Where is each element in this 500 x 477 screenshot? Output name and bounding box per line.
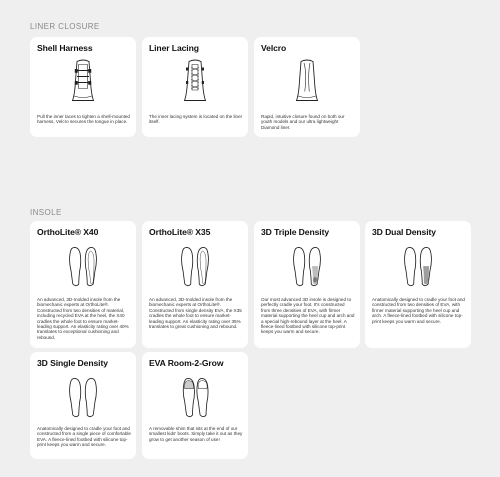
card-description: An advanced, 3D-molded insole from the biomechanic experts at OrthoLite®. Constructed from two densities of material, including recycled EVA at the heel, the X40 cradles the whole foot to ensure market-leading support. An elasticity rating over 40% translates to exceptional cushioning and rebound.	[37, 297, 129, 340]
insole-pair-dual-icon	[401, 245, 435, 289]
insole-pair-triple-icon	[290, 245, 324, 289]
insole-shim-icon	[178, 376, 212, 420]
card-3d-single-density[interactable]	[30, 352, 136, 459]
card-description: The inner lacing system is located on the liner itself.	[149, 114, 243, 125]
card-ortholite-x35[interactable]	[142, 221, 248, 348]
card-description: An advanced, 3D-molded insole from the biomechanic experts at OrthoLite®. Constructed from single density EVA, the X35 cradles the whole foot to ensure market-leading support. An elasticity rating over 35% translates to great cushioning and rebound.	[149, 297, 242, 330]
card-eva-room-2-grow[interactable]	[142, 352, 248, 459]
boot-liner-harness-icon	[68, 57, 98, 105]
insole-pair-icon	[66, 245, 100, 289]
insole-pair-single-icon	[66, 376, 100, 420]
card-title: Shell Harness	[37, 43, 93, 53]
card-shell-harness[interactable]	[30, 37, 136, 137]
card-description: Our most advanced 3D insole is designed to perfectly cradle your foot. It's constructed from three densities of EVA, with firmer material supporting the heel cup and arch and a special high-rebound layer at the heel. A fleece-lined footbed with silicone top-print keeps you warm and secure.	[261, 297, 355, 335]
section-title-insole: INSOLE	[30, 208, 62, 217]
card-title: OrthoLite® X35	[149, 227, 211, 237]
card-3d-dual-density[interactable]	[365, 221, 471, 348]
card-liner-lacing[interactable]	[142, 37, 248, 137]
card-ortholite-x40[interactable]	[30, 221, 136, 348]
card-title: OrthoLite® X40	[37, 227, 99, 237]
section-title-liner-closure: LINER CLOSURE	[30, 22, 100, 31]
insole-pair-icon	[178, 245, 212, 289]
card-description: Anatomically designed to cradle your foot and constructed from two densities of EVA, with firmer material supporting the heel cup and arch. A fleece-lined footbed with silicone top-print keeps you warm and secure.	[372, 297, 465, 324]
card-3d-triple-density[interactable]	[254, 221, 360, 348]
boot-liner-velcro-icon	[292, 57, 322, 105]
card-title: EVA Room-2-Grow	[149, 358, 224, 368]
card-velcro[interactable]	[254, 37, 360, 137]
card-description: Anatomically designed to cradle your foot and constructed from a single piece of comfortable EVA. A fleece-lined footbed with silicone top-print keeps you warm and secure.	[37, 426, 131, 448]
card-title: 3D Single Density	[37, 358, 108, 368]
card-description: A removable shim that sits at the end of our smallest kids' boots. Simply take it out as they grow to get another season of use!	[149, 426, 243, 442]
boot-liner-lacing-icon	[180, 57, 210, 105]
card-description: Rapid, intuitive closure found on both our youth models and our ultra lightweight Diamond liner.	[261, 114, 345, 130]
card-title: Liner Lacing	[149, 43, 199, 53]
card-title: Velcro	[261, 43, 287, 53]
card-title: 3D Dual Density	[372, 227, 436, 237]
card-description: Pull the inner laces to tighten a shell-mounted harness, Velcro secures the tongue in place.	[37, 114, 130, 125]
card-title: 3D Triple Density	[261, 227, 330, 237]
